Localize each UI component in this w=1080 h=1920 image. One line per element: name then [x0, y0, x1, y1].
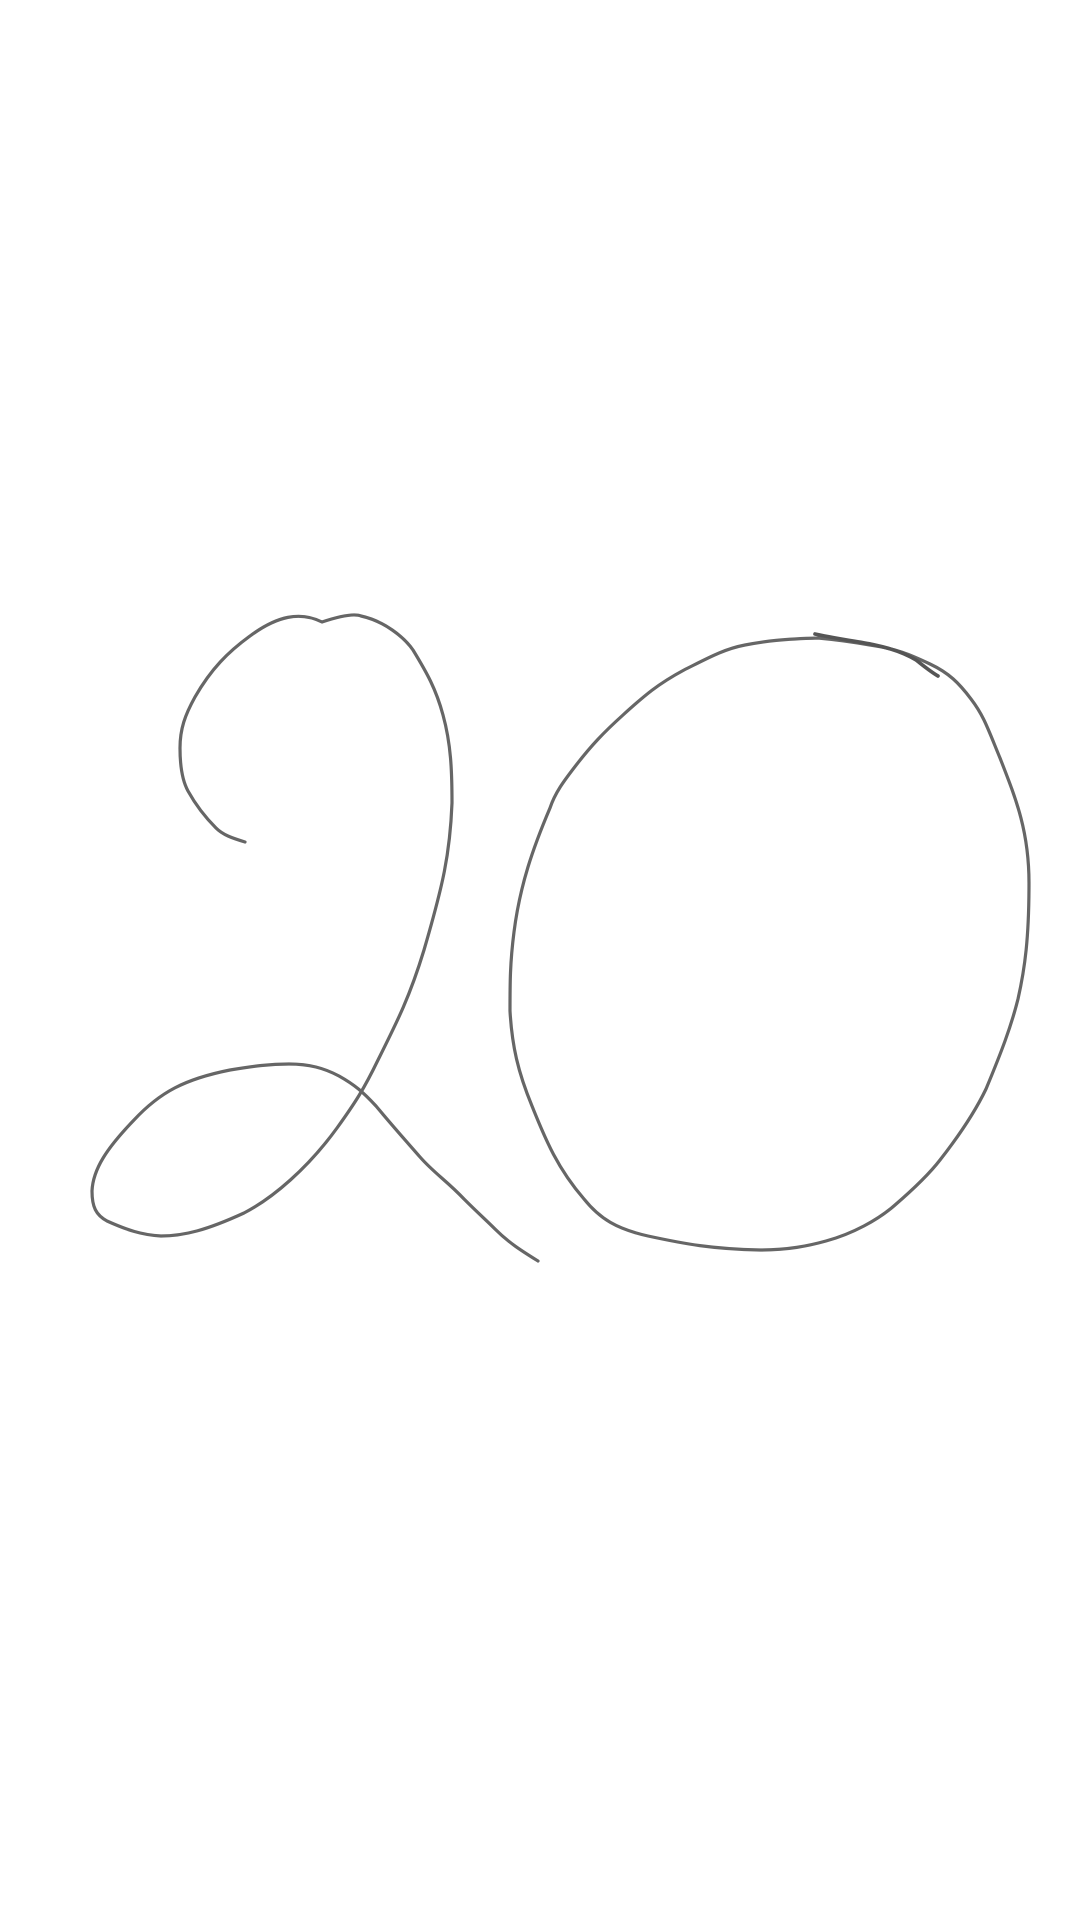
digit-zero: [510, 634, 1029, 1250]
digit-two: [92, 615, 538, 1261]
digit-zero-stroke: [510, 638, 1029, 1250]
digit-two-stroke: [92, 615, 538, 1261]
